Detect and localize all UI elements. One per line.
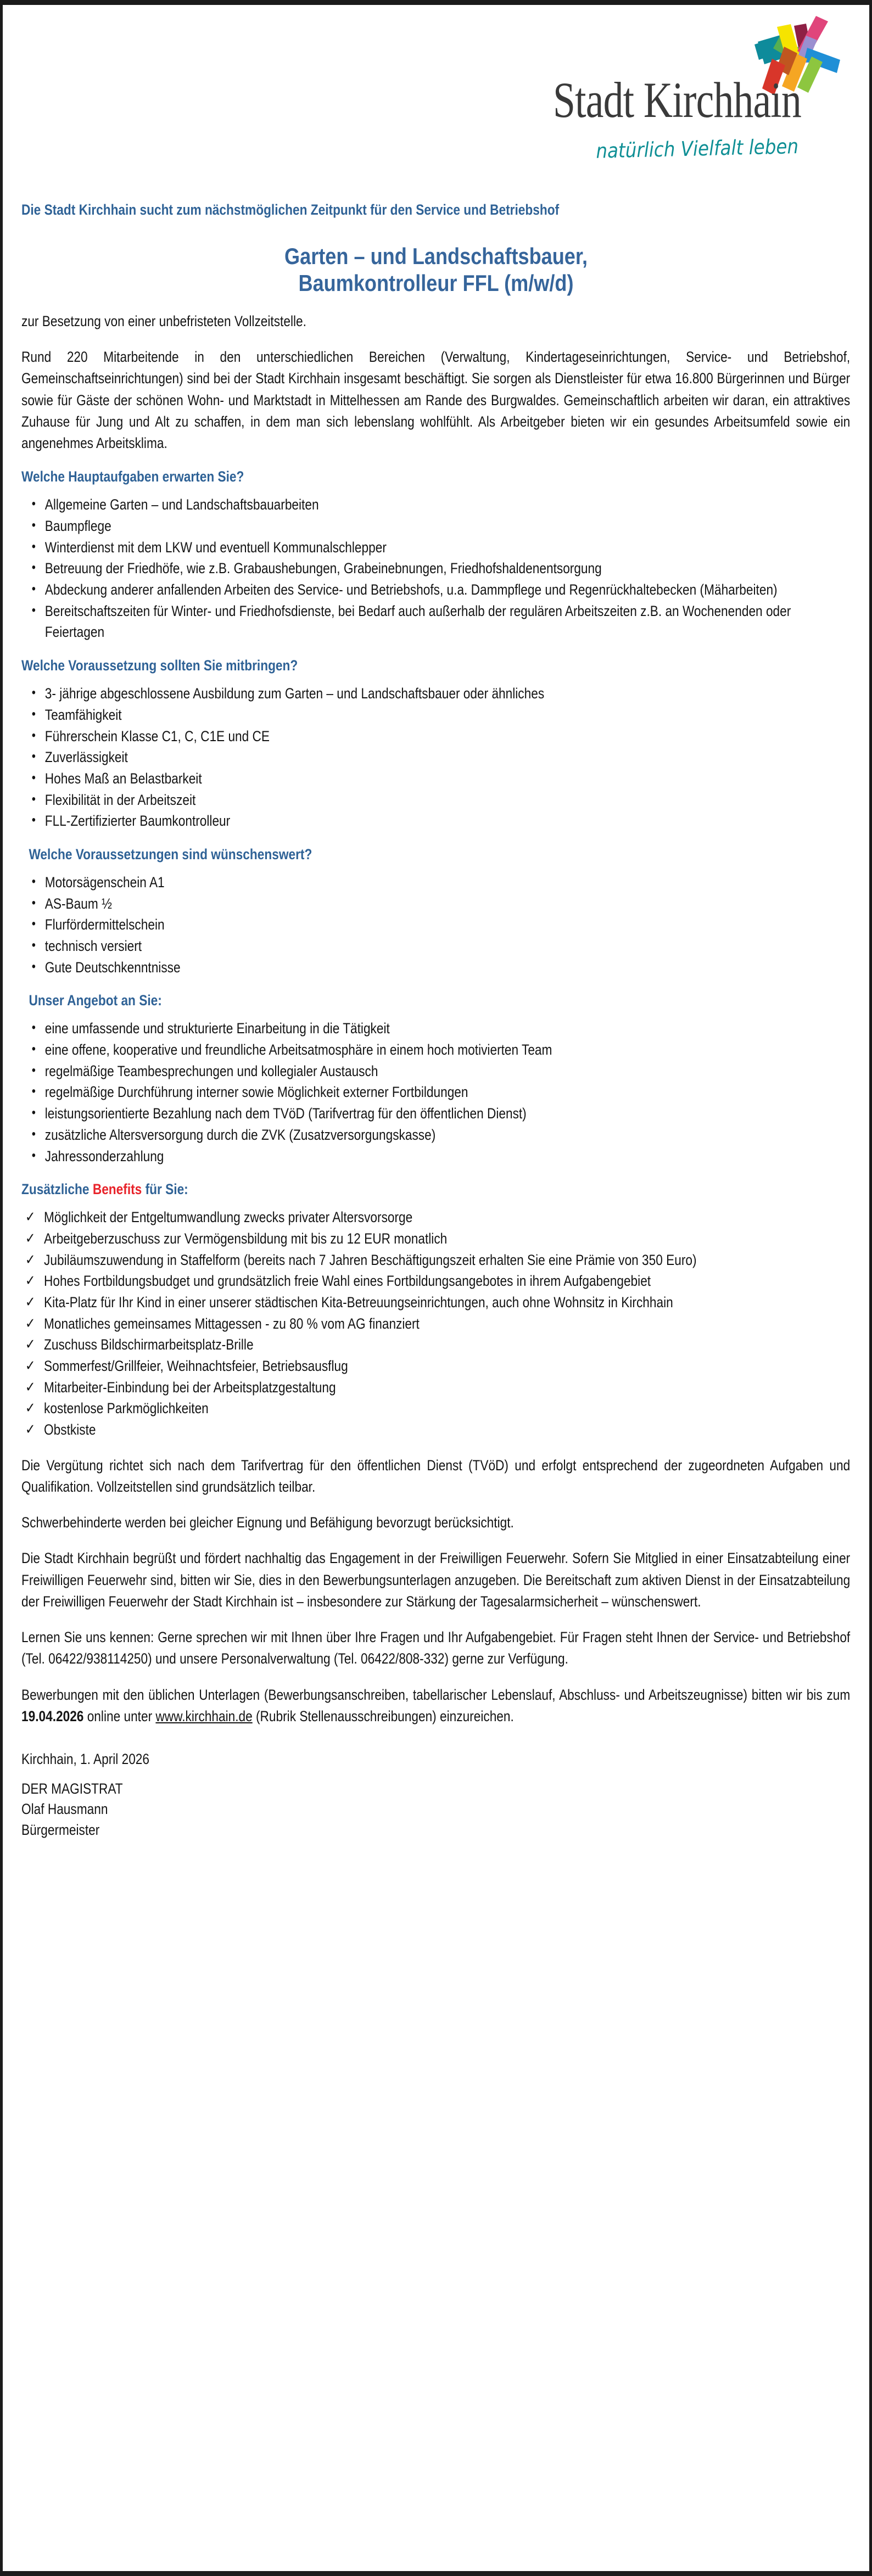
logo-wordmark: Stadt Kirchhain bbox=[553, 72, 801, 128]
list-item: • eine umfassende und strukturierte Einarbeitung in die Tätigkeit bbox=[21, 1018, 850, 1039]
contact-paragraph: Lernen Sie uns kennen: Gerne sprechen wir mit Ihnen über Ihre Fragen und Ihr Aufgabengebiet. Für Fragen steht Ihnen der Service- und Betriebshof (Tel. 06422/938114250) und unsere Personalverwaltung (Tel. 06422/808-332) gerne zur Verfügung. bbox=[21, 1629, 851, 1667]
section-heading-requirements: Welche Voraussetzung sollten Sie mitbringen? bbox=[21, 657, 298, 674]
list-item: ✓ Jubiläumszuwendung in Staffelform (bereits nach 7 Jahren Beschäftigungszeit erhalten Sie eine Prämie von 350 Euro) bbox=[21, 1250, 850, 1271]
list-item: ✓ Monatliches gemeinsames Mittagessen - zu 80 % vom AG finanziert bbox=[21, 1313, 850, 1335]
list-item: • FLL-Zertifizierter Baumkontrolleur bbox=[21, 810, 850, 832]
signature-place-date: Kirchhain, 1. April 2026 bbox=[21, 1750, 150, 1767]
list-item: • regelmäßige Teambesprechungen und kollegialer Austausch bbox=[21, 1061, 850, 1082]
list-item: ✓ Obstkiste bbox=[21, 1419, 850, 1441]
disability-paragraph: Schwerbehinderte werden bei gleicher Eignung und Befähigung bevorzugt berücksichtigt. bbox=[21, 1514, 514, 1531]
list-item: • Gute Deutschkenntnisse bbox=[21, 957, 850, 978]
list-item: • regelmäßige Durchführung interner sowie Möglichkeit externer Fortbildungen bbox=[21, 1082, 850, 1103]
application-deadline: 19.04.2026 bbox=[21, 1707, 84, 1724]
requirements-list bbox=[21, 683, 851, 832]
signature-role: Bürgermeister bbox=[21, 1821, 100, 1838]
application-text-after: (Rubrik Stellenausschreibungen) einzureichen. bbox=[252, 1707, 514, 1724]
list-item: • Hohes Maß an Belastbarkeit bbox=[21, 768, 850, 789]
list-item: • Motorsägenschein A1 bbox=[21, 872, 850, 893]
application-url-link[interactable]: www.kirchhain.de bbox=[155, 1707, 253, 1724]
job-title-line-1: Garten – und Landschaftsbauer, bbox=[284, 243, 588, 269]
list-item: • Führerschein Klasse C1, C, C1E und CE bbox=[21, 726, 850, 747]
list-item: • Flurfördermittelschein bbox=[21, 914, 850, 936]
section-heading-desirable: Welche Voraussetzungen sind wünschenswert? bbox=[29, 845, 312, 863]
fire-brigade-paragraph: Die Stadt Kirchhain begrüßt und fördert nachhaltig das Engagement in der Freiwilligen Feuerwehr. Sofern Sie Mitglied in einer Einsatzabteilung einer Freiwilligen Feuerwehr sind, bitten wir Sie, dies in den Bewerbungsunterlagen anzugeben. Die Bereitschaft zum aktiven Dienst in der Einsatzabteilung der Freiwilligen Feuerwehr der Stadt Kirchhain ist – insbesondere zur Stärkung der Tagesalarmsicherheit – wünschenswert. bbox=[21, 1550, 851, 1610]
page-inner bbox=[3, 5, 869, 2571]
subline: zur Besetzung von einer unbefristeten Vollzeitstelle. bbox=[21, 313, 306, 330]
list-item: ✓ Zuschuss Bildschirmarbeitsplatz-Brille bbox=[21, 1334, 850, 1356]
list-item: • eine offene, kooperative und freundliche Arbeitsatmosphäre in einem hoch motivierten Team bbox=[21, 1039, 850, 1061]
list-item: • Bereitschaftszeiten für Winter- und Friedhofsdienste, bei Bedarf auch außerhalb der regulären Arbeitszeiten z.B. an Wochenenden oder Feiertagen bbox=[21, 601, 850, 643]
about-paragraph: Rund 220 Mitarbeitende in den unterschiedlichen Bereichen (Verwaltung, Kindertageseinrichtungen, Service- und Betriebshof, Gemeinschaftseinrichtungen) sind bei der Stadt Kirchhain insgesamt beschäftigt. Sie sorgen als Dienstleister für etwa 16.800 Bürgerinnen und Bürger sowie für Gäste der schönen Wohn- und Marktstadt in Mittelhessen am Rande des Burgwaldes. Gemeinschaftlich arbeiten wir daran, ein attraktives Zuhause für Jung und Alt zu schaffen, in dem man sich lebenslang wohlfühlt. Als Arbeitgeber bieten wir ein gesundes Arbeitsumfeld sowie ein angenehmes Arbeitsklima. bbox=[21, 349, 851, 452]
list-item: • Betreuung der Friedhöfe, wie z.B. Grabaushebungen, Grabeinebnungen, Friedhofshaldenentsorgung bbox=[21, 558, 850, 579]
list-item: • AS-Baum ½ bbox=[21, 893, 850, 915]
list-item: ✓ Möglichkeit der Entgeltumwandlung zwecks privater Altersvorsorge bbox=[21, 1207, 850, 1228]
list-item: • Flexibilität in der Arbeitszeit bbox=[21, 789, 850, 811]
list-item: • Teamfähigkeit bbox=[21, 704, 850, 726]
page-title bbox=[21, 243, 851, 296]
benefits-heading-suffix: für Sie: bbox=[142, 1181, 188, 1198]
list-item: • Abdeckung anderer anfallenden Arbeiten des Service- und Betriebshofs, u.a. Dammpflege und Regenrückhaltebecken (Mäharbeiten) bbox=[21, 579, 850, 601]
benefits-heading-highlight: Benefits bbox=[92, 1181, 142, 1198]
signature-magistrat: DER MAGISTRAT bbox=[21, 1780, 123, 1797]
offer-list bbox=[21, 1018, 851, 1167]
job-title-line-2: Baumkontrolleur FFL (m/w/d) bbox=[298, 270, 574, 296]
list-item: ✓ Hohes Fortbildungsbudget und grundsätzlich freie Wahl eines Fortbildungsangebotes in ihrem Aufgabengebiet bbox=[21, 1270, 850, 1292]
list-item: • Baumpflege bbox=[21, 516, 850, 537]
list-item: • Jahressonderzahlung bbox=[21, 1146, 850, 1167]
logo-tagline: natürlich Vielfalt leben bbox=[595, 135, 799, 163]
list-item: ✓ Kita-Platz für Ihr Kind in einer unserer städtischen Kita-Betreuungseinrichtungen, auch ohne Wohnsitz in Kirchhain bbox=[21, 1292, 850, 1313]
application-text-before: Bewerbungen mit den üblichen Unterlagen (Bewerbungsanschreiben, tabellarischer Lebenslauf, Abschluss- und Arbeitszeugnisse) bitten wir bis zum bbox=[21, 1686, 851, 1703]
list-item: • zusätzliche Altersversorgung durch die ZVK (Zusatzversorgungskasse) bbox=[21, 1124, 850, 1146]
list-item: ✓ Mitarbeiter-Einbindung bei der Arbeitsplatzgestaltung bbox=[21, 1377, 850, 1398]
list-item: • 3- jährige abgeschlossene Ausbildung zum Garten – und Landschaftsbauer oder ähnliches bbox=[21, 683, 850, 704]
list-item: • Winterdienst mit dem LKW und eventuell Kommunalschlepper bbox=[21, 537, 850, 558]
signature-name: Olaf Hausmann bbox=[21, 1801, 108, 1818]
section-heading-benefits bbox=[21, 1181, 850, 1198]
list-item: • Allgemeine Garten – und Landschaftsbauarbeiten bbox=[21, 494, 850, 516]
section-heading-offer: Unser Angebot an Sie: bbox=[29, 992, 162, 1009]
desirable-list bbox=[21, 872, 851, 978]
logo-header bbox=[21, 5, 851, 200]
section-heading-tasks: Welche Hauptaufgaben erwarten Sie? bbox=[21, 468, 244, 485]
benefits-list bbox=[21, 1207, 851, 1441]
lead-paragraph: Die Stadt Kirchhain sucht zum nächstmöglichen Zeitpunkt für den Service und Betriebshof bbox=[21, 201, 560, 218]
list-item: ✓ Sommerfest/Grillfeier, Weihnachtsfeier, Betriebsausflug bbox=[21, 1356, 850, 1377]
pay-paragraph: Die Vergütung richtet sich nach dem Tarifvertrag für den öffentlichen Dienst (TVöD) und erfolgt entsprechend der zugeordneten Aufgaben und Qualifikation. Vollzeitstellen sind grundsätzlich teilbar. bbox=[21, 1457, 851, 1496]
application-text-middle: online unter bbox=[83, 1707, 156, 1724]
list-item: ✓ Arbeitgeberzuschuss zur Vermögensbildung mit bis zu 12 EUR monatlich bbox=[21, 1228, 850, 1250]
benefits-heading-prefix: Zusätzliche bbox=[21, 1181, 93, 1198]
list-item: ✓ kostenlose Parkmöglichkeiten bbox=[21, 1398, 850, 1419]
list-item: • leistungsorientierte Bezahlung nach dem TVöD (Tarifvertrag für den öffentlichen Dienst) bbox=[21, 1103, 850, 1124]
tasks-list bbox=[21, 494, 851, 643]
list-item: • Zuverlässigkeit bbox=[21, 747, 850, 768]
list-item: • technisch versiert bbox=[21, 936, 850, 957]
application-paragraph bbox=[21, 1684, 850, 1727]
